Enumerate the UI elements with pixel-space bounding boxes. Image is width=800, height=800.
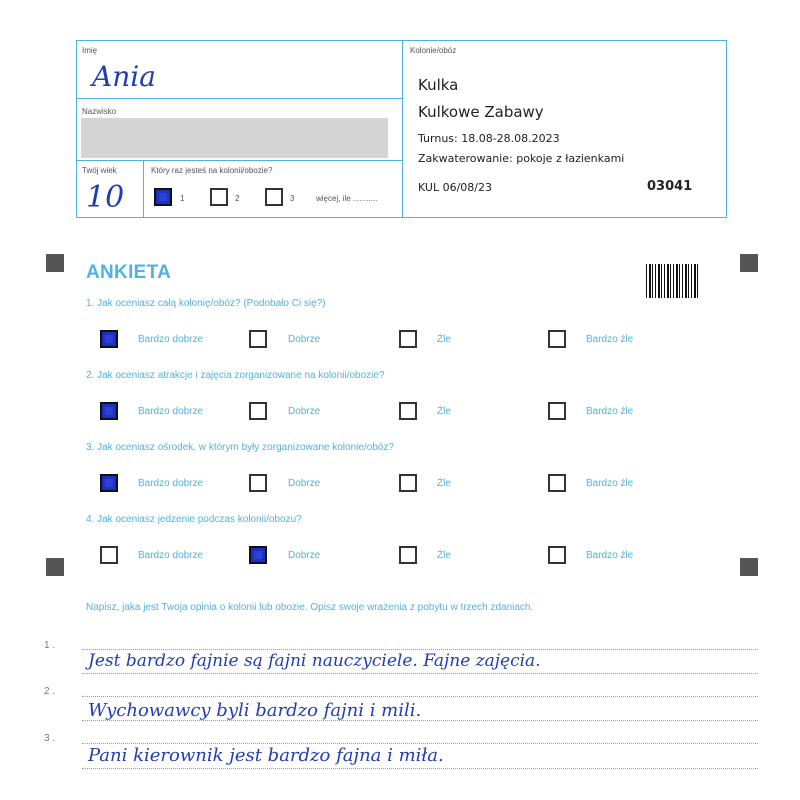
age-label: Twój wiek [82,166,117,175]
age-divider [143,160,144,218]
rating-option-label: Dobrze [288,550,321,561]
line-number-3: 3 . [44,733,56,744]
camp-program: Kulkowe Zabawy [418,103,544,121]
name-label: Imię [82,46,98,55]
rating-checkbox[interactable] [100,330,118,348]
visit-checkbox-2[interactable] [210,188,228,206]
surname-label: Nazwisko [82,107,117,116]
rating-checkbox[interactable] [399,402,417,420]
surname-divider [76,160,402,161]
opinion-prompt: Napisz, jaka jest Twoja opinia o kolonii lub obozie. Opisz swoje wrażenia z pobytu w trzech zdaniach. [86,602,534,613]
rating-option-label: Bardzo dobrze [138,550,204,561]
name-value[interactable]: Ania [92,60,156,93]
visit-checkbox-1[interactable] [154,188,172,206]
visit-question-label: Który raz jesteś na kolonii/obozie? [151,166,273,175]
rating-checkbox[interactable] [100,546,118,564]
survey-title: ANKIETA [86,262,172,283]
rating-option-label: Źle [437,478,451,489]
registration-mark [46,558,64,576]
rating-option-label: Bardzo źle [586,550,634,561]
question-text: 1. Jak oceniasz całą kolonię/obóz? (Podobało Ci się?) [86,298,326,309]
rating-option-label: Źle [437,334,451,345]
rating-option-label: Bardzo źle [586,406,634,417]
question-text: 4. Jak oceniasz jedzenie podczas kolonii/obozu? [86,514,302,525]
rating-option-label: Bardzo źle [586,478,634,489]
rating-checkbox[interactable] [548,402,566,420]
guide-line [82,743,758,744]
registration-mark [740,558,758,576]
camp-name: Kulka [418,76,459,94]
visit-option-2: 2 [235,194,240,203]
age-value[interactable]: 10 [86,180,125,215]
visit-option-3: 3 [290,194,295,203]
rating-option-label: Źle [437,550,451,561]
camp-code: KUL 06/08/23 [418,181,492,194]
guide-line [82,696,758,697]
opinion-answer-1[interactable]: Jest bardzo fajnie są fajni nauczyciele. Fajne zajęcia. [88,651,541,671]
camp-term: Turnus: 18.08-28.08.2023 [418,132,560,145]
visit-checkbox-3[interactable] [265,188,283,206]
rating-option-label: Dobrze [288,334,321,345]
rating-option-label: Bardzo dobrze [138,478,204,489]
name-divider [76,98,402,99]
rating-checkbox[interactable] [100,474,118,492]
line-number-2: 2 . [44,686,56,697]
header-divider [402,40,403,218]
rating-option-label: Bardzo dobrze [138,406,204,417]
rating-option-label: Bardzo dobrze [138,334,204,345]
rating-checkbox[interactable] [548,474,566,492]
question-text: 2. Jak oceniasz atrakcje i zajęcia zorganizowane na kolonii/obozie? [86,370,385,381]
rating-checkbox[interactable] [249,546,267,564]
registration-mark [740,254,758,272]
guide-line [82,768,758,769]
visit-option-more: więcej, ile ........... [316,194,378,203]
registration-mark [46,254,64,272]
rating-checkbox[interactable] [399,474,417,492]
question-text: 3. Jak oceniasz ośrodek, w którym były zorganizowane kolonie/obóz? [86,442,394,453]
rating-option-label: Źle [437,406,451,417]
guide-line [82,649,758,650]
rating-checkbox[interactable] [399,546,417,564]
rating-checkbox[interactable] [249,330,267,348]
guide-line [82,673,758,674]
rating-checkbox[interactable] [548,330,566,348]
rating-checkbox[interactable] [548,546,566,564]
rating-checkbox[interactable] [249,474,267,492]
rating-checkbox[interactable] [249,402,267,420]
rating-option-label: Dobrze [288,406,321,417]
rating-checkbox[interactable] [100,402,118,420]
opinion-answer-3[interactable]: Pani kierownik jest bardzo fajna i miła. [88,745,444,766]
rating-checkbox[interactable] [399,330,417,348]
camp-accommodation: Zakwaterowanie: pokoje z łazienkami [418,152,625,165]
camp-label: Kolonie/obóz [410,46,457,55]
rating-option-label: Dobrze [288,478,321,489]
rating-option-label: Bardzo źle [586,334,634,345]
surname-redacted-field[interactable] [81,118,388,158]
barcode [646,264,700,298]
visit-option-1: 1 [180,194,185,203]
opinion-answer-2[interactable]: Wychowawcy byli bardzo fajni i mili. [88,700,422,721]
line-number-1: 1 . [44,640,56,651]
form-number: 03041 [647,179,693,194]
